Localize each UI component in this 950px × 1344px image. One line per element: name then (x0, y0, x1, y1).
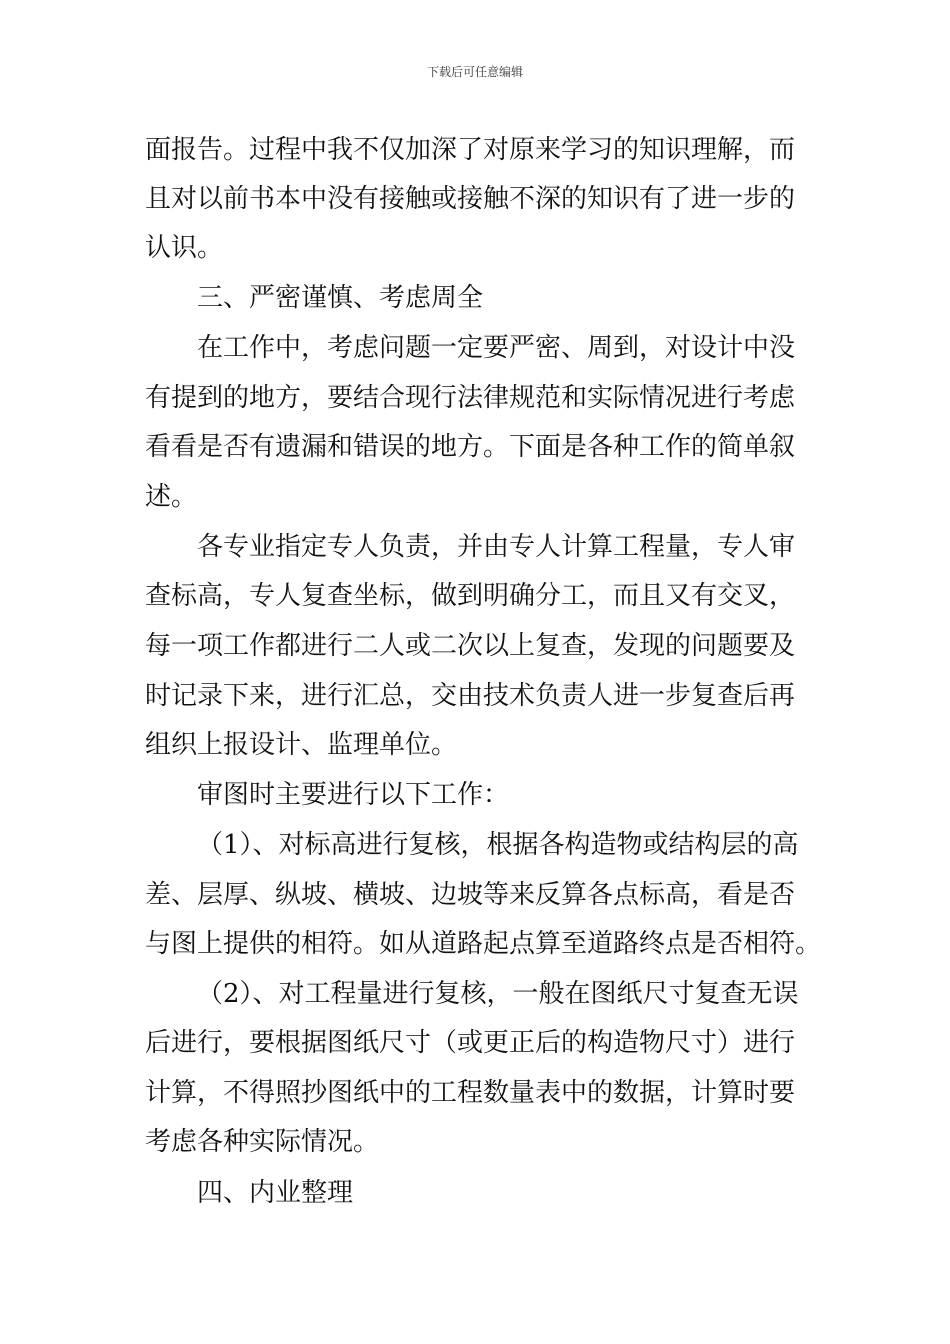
text-line: 每一项工作都进行二人或二次以上复查，发现的问题要及 (145, 631, 796, 661)
text-line: 各专业指定专人负责，并由专人计算工程量，专人审 (197, 532, 796, 562)
text-line: 组织上报设计、监理单位。 (145, 730, 458, 760)
text-line: 有提到的地方，要结合现行法律规范和实际情况进行考虑 (145, 383, 796, 413)
text-line: 与图上提供的相符。如从道路起点算至道路终点是否相符。 (145, 929, 822, 959)
text-line: 考虑各种实际情况。 (145, 1127, 380, 1157)
text-line: 述。 (145, 482, 198, 512)
text-line: 认识。 (145, 233, 224, 263)
section-heading: 三、严密谨慎、考虑周全 (197, 283, 484, 313)
text-line: 时记录下来，进行汇总，交由技术负责人进一步复查后再 (145, 681, 796, 711)
text-line: 计算，不得照抄图纸中的工程数量表中的数据，计算时要 (145, 1078, 796, 1108)
page-header: 下载后可任意编辑 (426, 65, 523, 79)
text-line: 后进行，要根据图纸尺寸（或更正后的构造物尺寸）进行 (145, 1028, 796, 1058)
text-line: 面报告。过程中我不仅加深了对原来学习的知识理解，而 (145, 135, 796, 165)
text-line: 且对以前书本中没有接触或接触不深的知识有了进一步的 (145, 184, 796, 214)
text-line: 审图时主要进行以下工作： (197, 780, 510, 810)
text-line: 差、层厚、纵坡、横坡、边坡等来反算各点标高，看是否 (145, 880, 796, 910)
text-line: （2）、对工程量进行复核，一般在图纸尺寸复查无误 (197, 979, 799, 1009)
text-line: （1）、对标高进行复核，根据各构造物或结构层的高 (197, 830, 799, 860)
text-line: 看看是否有遗漏和错误的地方。下面是各种工作的简单叙 (145, 432, 796, 462)
text-line: 查标高，专人复查坐标，做到明确分工，而且又有交叉， (145, 581, 796, 611)
section-heading: 四、内业整理 (197, 1178, 354, 1208)
text-line: 在工作中，考虑问题一定要严密、周到，对设计中没 (197, 333, 796, 363)
